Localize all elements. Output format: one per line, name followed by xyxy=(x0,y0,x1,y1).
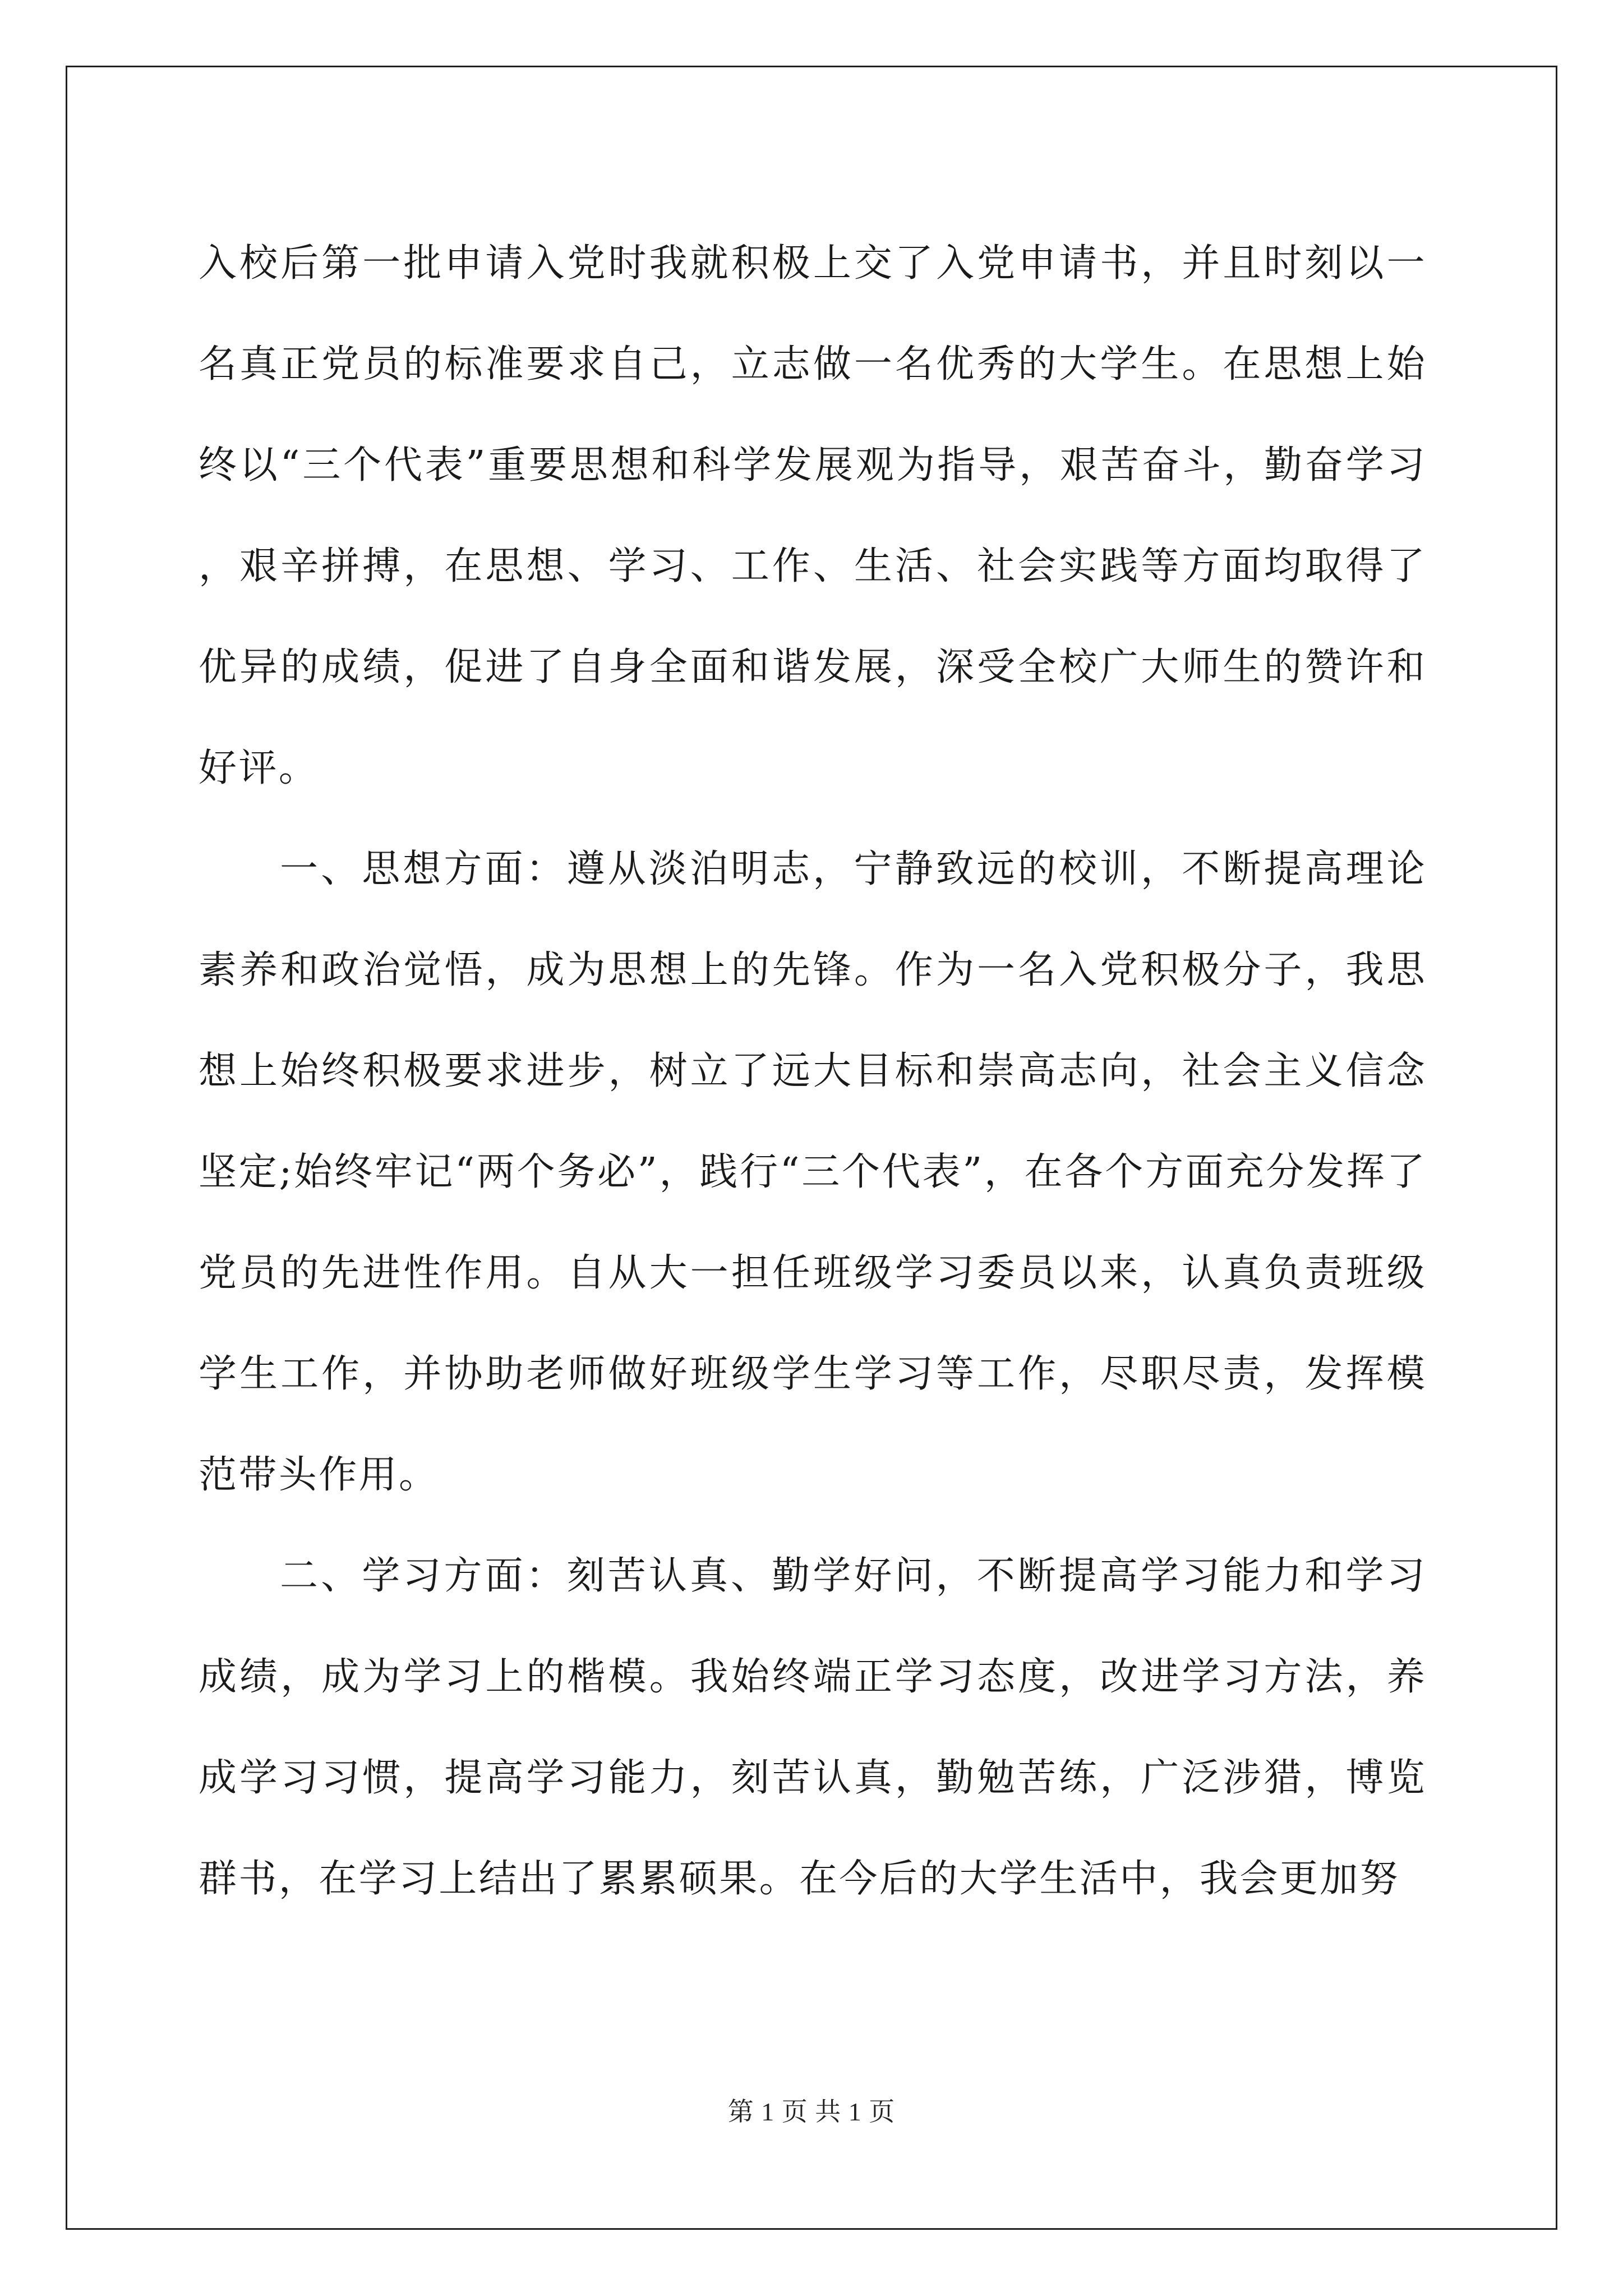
document-body xyxy=(199,213,1427,1930)
paragraph-study: 二、学习方面：刻苦认真、勤学好问，不断提高学习能力和学习成绩，成为学习上的楷模。我始终端正学习态度，改进学习方法，养成学习习惯，提高学习能力，刻苦认真，勤勉苦练，广泛涉猎，博览群书，在学习上结出了累累硕果。在今后的大学生活中，我会更加努 xyxy=(199,1554,1427,1901)
paragraph-thought: 一、思想方面：遵从淡泊明志，宁静致远的校训，不断提高理论素养和政治觉悟，成为思想上的先锋。作为一名入党积极分子，我思想上始终积极要求进步，树立了远大目标和崇高志向，社会主义信念坚定;始终牢记“两个务必”，践行“三个代表”，在各个方面充分发挥了党员的先进性作用。自从大一担任班级学习委员以来，认真负责班级学生工作，并协助老师做好班级学生学习等工作，尽职尽责，发挥模范带头作用。 xyxy=(199,847,1427,1497)
paragraph-intro: 入校后第一批申请入党时我就积极上交了入党申请书，并且时刻以一名真正党员的标准要求自己，立志做一名优秀的大学生。在思想上始终以“三个代表”重要思想和科学发展观为指导，艰苦奋斗，勤奋学习，艰辛拼搏，在思想、学习、工作、生活、社会实践等方面均取得了优异的成绩，促进了自身全面和谐发展，深受全校广大师生的赞许和好评。 xyxy=(199,241,1427,790)
page-number-footer: 第 1 页 共 1 页 xyxy=(727,2097,896,2126)
